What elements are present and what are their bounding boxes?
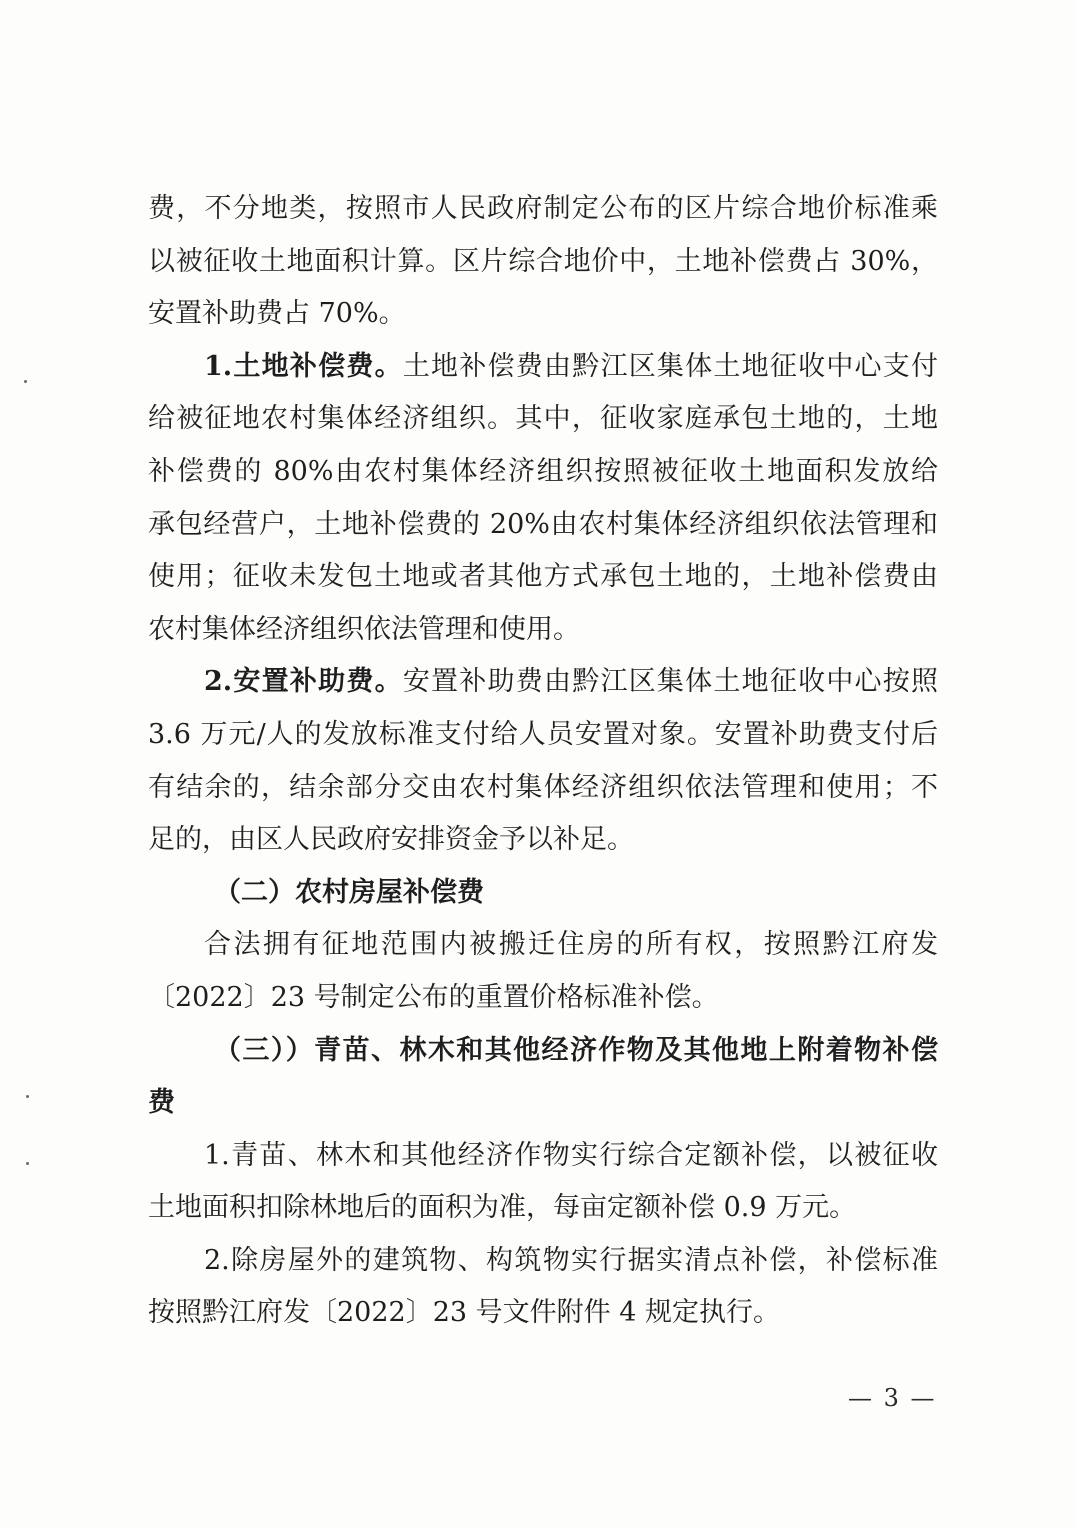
text-line: 土地面积扣除林地后的面积为准，每亩定额补偿 0.9 万元。 <box>148 1192 857 1224</box>
paragraph-first-line: 合法拥有征地范围内被搬迁住房的所有权，按照黔江府发 <box>204 929 938 961</box>
page-number: — 3 — <box>848 1384 937 1412</box>
text-line: 安置补助费占 70%。 <box>148 298 406 330</box>
scan-dot <box>26 1095 29 1098</box>
section-heading-2: （二）农村房屋补偿费 <box>214 876 484 908</box>
text-line: 使用；征收未发包土地或者其他方式承包土地的，土地补偿费由 <box>148 561 938 593</box>
paragraph-first-line: 2.安置补助费。安置补助费由黔江区集体土地征收中心按照 <box>204 666 939 698</box>
scan-dot <box>26 1162 29 1165</box>
paragraph-first-line: 1.土地补偿费。土地补偿费由黔江区集体土地征收中心支付 <box>204 350 939 382</box>
body-text <box>148 183 938 1340</box>
scan-dot <box>24 380 27 383</box>
text-line: 按照黔江府发〔2022〕23 号文件附件 4 规定执行。 <box>148 1297 780 1329</box>
text-line: 承包经营户，土地补偿费的 20%由农村集体经济组织依法管理和 <box>148 508 938 540</box>
subheading-land-compensation: 1.土地补偿费。 <box>204 350 403 382</box>
text-line: 以被征收土地面积计算。区片综合地价中，土地补偿费占 30%， <box>148 245 938 277</box>
text-line: 费，不分地类，按照市人民政府制定公布的区片综合地价标准乘 <box>148 193 938 224</box>
text-line: 〔2022〕23 号制定公布的重置价格标准补偿。 <box>148 981 719 1013</box>
section-heading-3-cont: 费 <box>148 1087 175 1119</box>
text-line: 农村集体经济组织依法管理和使用。 <box>148 613 580 645</box>
text-line: 补偿费的 80%由农村集体经济组织按照被征收土地面积发放给 <box>148 455 938 487</box>
paragraph-first-line: 1.青苗、林木和其他经济作物实行综合定额补偿，以被征收 <box>204 1139 938 1171</box>
text-line: 3.6 万元/人的发放标准支付给人员安置对象。安置补助费支付后 <box>148 718 938 750</box>
text-line: 给被征地农村集体经济组织。其中，征收家庭承包土地的，土地 <box>148 403 938 435</box>
text-line: 足的，由区人民政府安排资金予以补足。 <box>148 824 634 856</box>
subheading-resettlement-subsidy: 2.安置补助费。 <box>204 666 403 698</box>
section-heading-3: （三））青苗、林木和其他经济作物及其他地上附着物补偿 <box>214 1034 938 1066</box>
paragraph-first-line: 2.除房屋外的建筑物、构筑物实行据实清点补偿，补偿标准 <box>204 1244 938 1276</box>
text-line: 有结余的，结余部分交由农村集体经济组织依法管理和使用；不 <box>148 771 938 803</box>
